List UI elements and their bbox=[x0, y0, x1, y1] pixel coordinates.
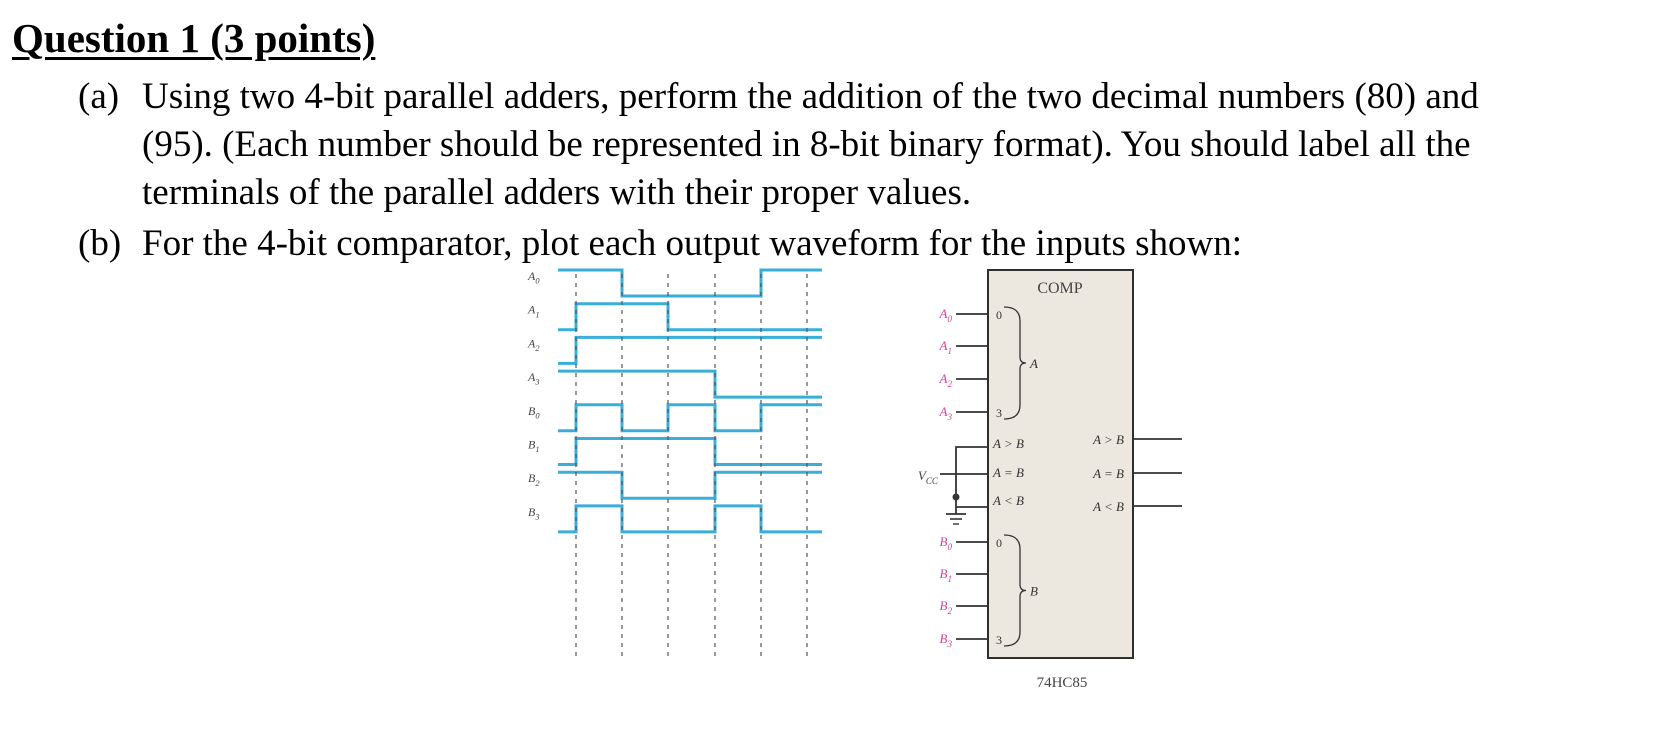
vcc-label: $V_{CC}$ bbox=[917, 468, 938, 486]
output-label: A = B bbox=[1093, 466, 1124, 481]
waveform-label: $B_0$ bbox=[528, 403, 540, 421]
b-input-pin-label: $B_2$ bbox=[939, 598, 952, 616]
b-input-bit-first: 0 bbox=[996, 536, 1002, 550]
waveform-label: $A_1$ bbox=[528, 302, 540, 320]
cascade-tie-wire bbox=[956, 447, 988, 507]
waveform-trace bbox=[558, 371, 822, 397]
timing-diagram bbox=[527, 269, 822, 658]
comparator-chip bbox=[918, 270, 1182, 691]
waveform-label: $B_2$ bbox=[528, 471, 540, 488]
a-input-pin-label: $A_0$ bbox=[939, 306, 952, 324]
a-input-pin-label: $A_1$ bbox=[939, 338, 952, 356]
comparator-body bbox=[988, 270, 1133, 658]
a-input-pin-label: $A_2$ bbox=[939, 371, 952, 389]
waveform-label: $A_3$ bbox=[528, 370, 540, 387]
part-a-line-3: terminals of the parallel adders with their proper values. bbox=[142, 172, 972, 213]
part-a-marker: (a) bbox=[78, 76, 120, 117]
comparator-title: COMP bbox=[1037, 280, 1083, 297]
waveform-trace bbox=[558, 506, 822, 532]
junction-dot bbox=[953, 494, 960, 501]
cascade-input-label: A > B bbox=[993, 436, 1024, 451]
waveform-trace bbox=[558, 337, 822, 363]
cascade-input-label: A < B bbox=[993, 493, 1024, 508]
output-label: A < B bbox=[1093, 499, 1124, 514]
waveform-label: $B_1$ bbox=[528, 437, 540, 455]
a-input-group-label: A bbox=[1030, 356, 1038, 371]
question-title: Question 1 (3 points) bbox=[12, 15, 376, 61]
b-input-pin-label: $B_1$ bbox=[939, 566, 952, 584]
part-b-marker: (b) bbox=[78, 223, 122, 264]
output-label: A > B bbox=[1093, 432, 1124, 447]
a-input-pin-label: $A_3$ bbox=[939, 404, 952, 422]
b-input-group-label: B bbox=[1030, 583, 1038, 599]
b-input-pin-label: $B_0$ bbox=[939, 534, 952, 552]
waveform-label: $B_3$ bbox=[528, 504, 540, 522]
part-a-line-2: (95). (Each number should be represented in 8-bit binary format). You should label all the bbox=[142, 124, 1471, 165]
comparator-part-number: 74HC85 bbox=[1036, 675, 1088, 691]
waveform-trace bbox=[558, 439, 822, 465]
part-b-line-1: For the 4-bit comparator, plot each output waveform for the inputs shown: bbox=[142, 223, 1243, 264]
waveform-trace bbox=[558, 304, 822, 330]
cascade-input-label: A = B bbox=[993, 465, 1024, 480]
comparator-figure bbox=[520, 262, 1200, 702]
a-input-bit-first: 0 bbox=[996, 308, 1002, 322]
waveform-trace bbox=[558, 405, 822, 431]
waveform-label: $A_0$ bbox=[528, 269, 540, 286]
b-input-bit-last: 3 bbox=[996, 633, 1002, 647]
part-a-line-1: Using two 4-bit parallel adders, perform the addition of the two decimal numbers (80) and bbox=[142, 76, 1479, 117]
waveform-label: $A_2$ bbox=[528, 336, 540, 353]
b-input-pin-label: $B_3$ bbox=[939, 631, 952, 649]
waveform-trace bbox=[558, 270, 822, 296]
a-input-bit-last: 3 bbox=[996, 406, 1002, 420]
waveform-trace bbox=[558, 472, 822, 498]
